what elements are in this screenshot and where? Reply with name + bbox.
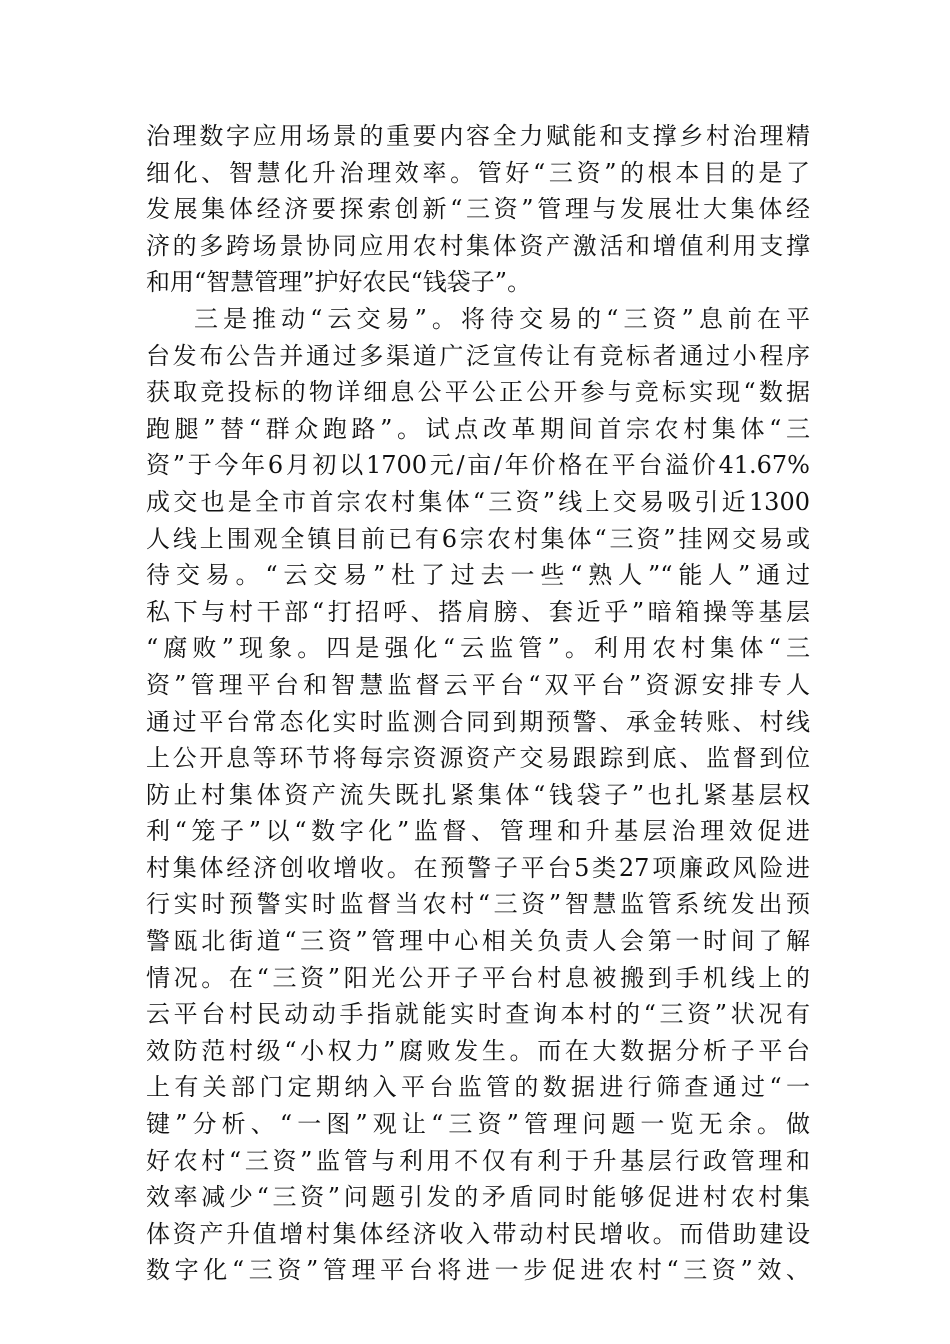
text-line: 资”于今年6月初以1700元/亩/年价格在平台溢价41.67% [146, 451, 810, 480]
text-line: 获取竞投标的物详细息公平公正公开参与竞标实现“数据 [146, 378, 810, 407]
text-line: 好农村“三资”监管与利用不仅有利于升基层行政管理和 [146, 1146, 810, 1175]
text-line: 村集体经济创收增收。在预警子平台5类27项廉政风险进 [146, 853, 810, 882]
text-line: 上有关部门定期纳入平台监管的数据进行筛查通过“一 [146, 1073, 810, 1102]
text-line: 台发布公告并通过多渠道广泛宣传让有竞标者通过小程序 [146, 341, 810, 370]
text-line: 发展集体经济要探索创新“三资”管理与发展壮大集体经 [146, 195, 810, 224]
text-line: 治理数字应用场景的重要内容全力赋能和支撑乡村治理精 [146, 122, 810, 150]
text-line: 成交也是全市首宗农村集体“三资”线上交易吸引近1300 [146, 487, 810, 516]
text-line: “腐败”现象。四是强化“云监管”。利用农村集体“三 [146, 634, 810, 663]
text-line: 效率减少“三资”问题引发的矛盾同时能够促进村农村集 [146, 1183, 810, 1212]
text-line: 防止村集体资产流失既扎紧集体“钱袋子”也扎紧基层权 [146, 780, 810, 809]
text-line: 跑腿”替“群众跑路”。试点改革期间首宗农村集体“三 [146, 414, 810, 443]
text-line: 体资产升值增村集体经济收入带动村民增收。而借助建设 [146, 1219, 810, 1248]
text-line: 资”管理平台和智慧监督云平台“双平台”资源安排专人 [146, 670, 810, 699]
text-line: 云平台村民动动手指就能实时查询本村的“三资”状况有 [146, 1000, 810, 1029]
text-line: 上公开息等环节将每宗资源资产交易跟踪到底、监督到位 [146, 744, 810, 773]
text-line: 效防范村级“小权力”腐败发生。而在大数据分析子平台 [146, 1036, 810, 1065]
text-line: 待交易。“云交易”杜了过去一些“熟人”“能人”通过 [146, 561, 810, 590]
text-line: 键”分析、“一图”观让“三资”管理问题一览无余。做 [146, 1110, 810, 1139]
text-line: 情况。在“三资”阳光公开子平台村息被搬到手机线上的 [146, 963, 810, 992]
text-line: 三是推动“云交易”。将待交易的“三资”息前在平 [194, 304, 810, 333]
text-line: 数字化“三资”管理平台将进一步促进农村“三资”效、 [146, 1256, 810, 1285]
text-line: 利“笼子”以“数字化”监督、管理和升基层治理效促进 [146, 817, 810, 846]
text-line: 警瓯北街道“三资”管理中心相关负责人会第一时间了解 [146, 927, 810, 956]
text-line: 私下与村干部“打招呼、搭肩膀、套近乎”暗箱操等基层 [146, 597, 810, 626]
document-body [146, 118, 810, 1289]
text-line: 行实时预警实时监督当农村“三资”智慧监管系统发出预 [146, 890, 810, 919]
text-line: 济的多跨场景协同应用农村集体资产激活和增值利用支撑 [146, 231, 810, 260]
text-line: 和用“智慧管理”护好农民“钱袋子”。 [146, 268, 532, 297]
text-line: 人线上围观全镇目前已有6宗农村集体“三资”挂网交易或 [146, 524, 810, 553]
text-line: 细化、智慧化升治理效率。管好“三资”的根本目的是了 [146, 158, 810, 187]
text-line: 通过平台常态化实时监测合同到期预警、承金转账、村线 [146, 707, 810, 736]
